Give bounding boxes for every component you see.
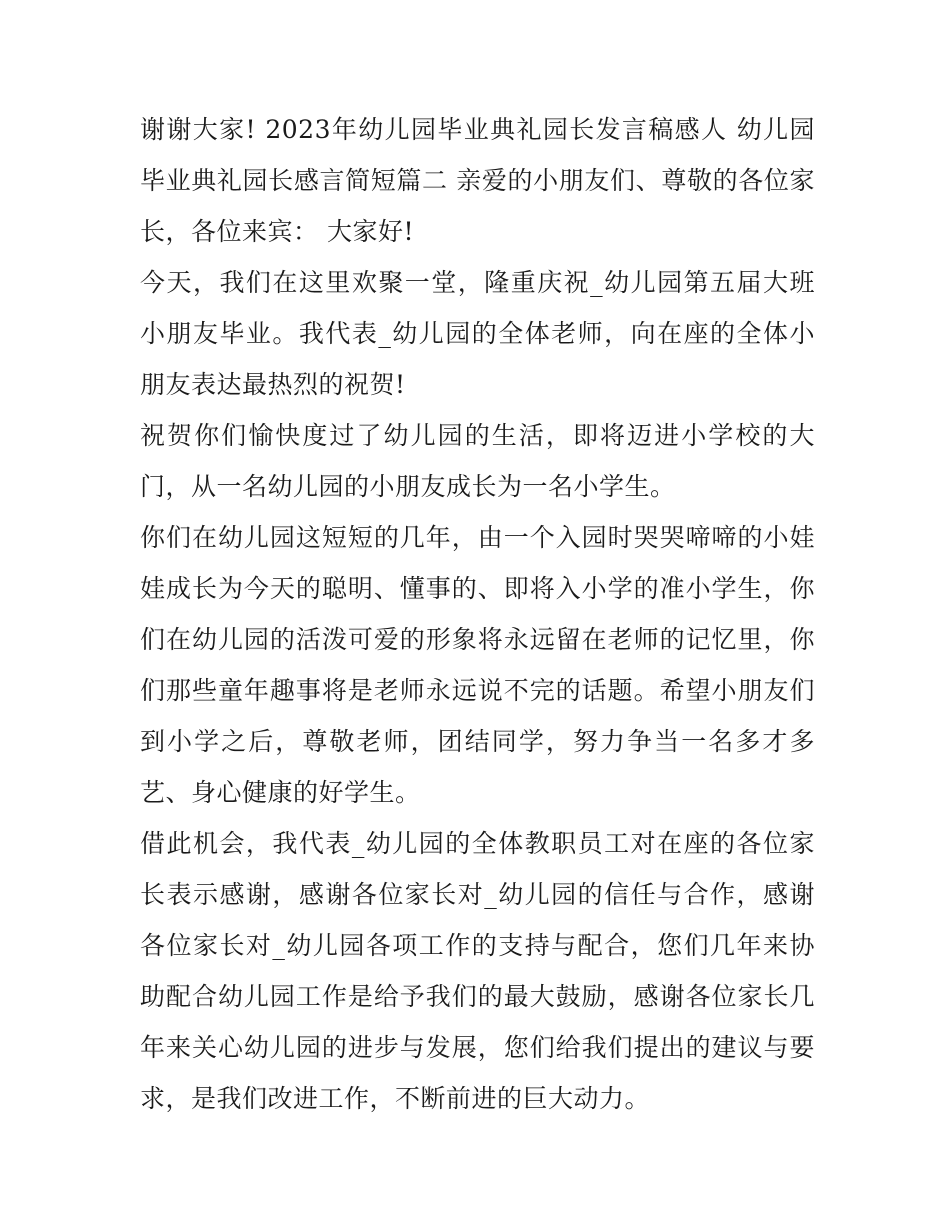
paragraph-5: 借此机会，我代表_幼儿园的全体教职员工对在座的各位家长表示感谢，感谢各位家长对_幼儿园的信任与合作，感谢各位家长对_幼儿园各项工作的支持与配合，您们几年来协助配合幼儿园工作是给予我们的最大鼓励，感谢各位家长几年来关心幼儿园的进步与发展，您们给我们提出的建议与要求，是我们改进工作，不断前进的巨大动力。 bbox=[140, 829, 815, 1113]
paragraph-1: 谢谢大家! 2023年幼儿园毕业典礼园长发言稿感人 幼儿园毕业典礼园长感言简短篇二 亲爱的小朋友们、尊敬的各位家长，各位来宾： 大家好! bbox=[140, 115, 815, 246]
document-body bbox=[140, 104, 815, 1124]
paragraph-2: 今天，我们在这里欢聚一堂，隆重庆祝_幼儿园第五届大班小朋友毕业。我代表_幼儿园的全体老师，向在座的全体小朋友表达最热烈的祝贺! bbox=[140, 268, 815, 399]
paragraph-4: 你们在幼儿园这短短的几年，由一个入园时哭哭啼啼的小娃娃成长为今天的聪明、懂事的、即将入小学的准小学生，你们在幼儿园的活泼可爱的形象将永远留在老师的记忆里，你们那些童年趣事将是老师永远说不完的话题。希望小朋友们到小学之后，尊敬老师，团结同学，努力争当一名多才多艺、身心健康的好学生。 bbox=[140, 523, 815, 807]
paragraph-3: 祝贺你们愉快度过了幼儿园的生活，即将迈进小学校的大门，从一名幼儿园的小朋友成长为一名小学生。 bbox=[140, 421, 815, 501]
